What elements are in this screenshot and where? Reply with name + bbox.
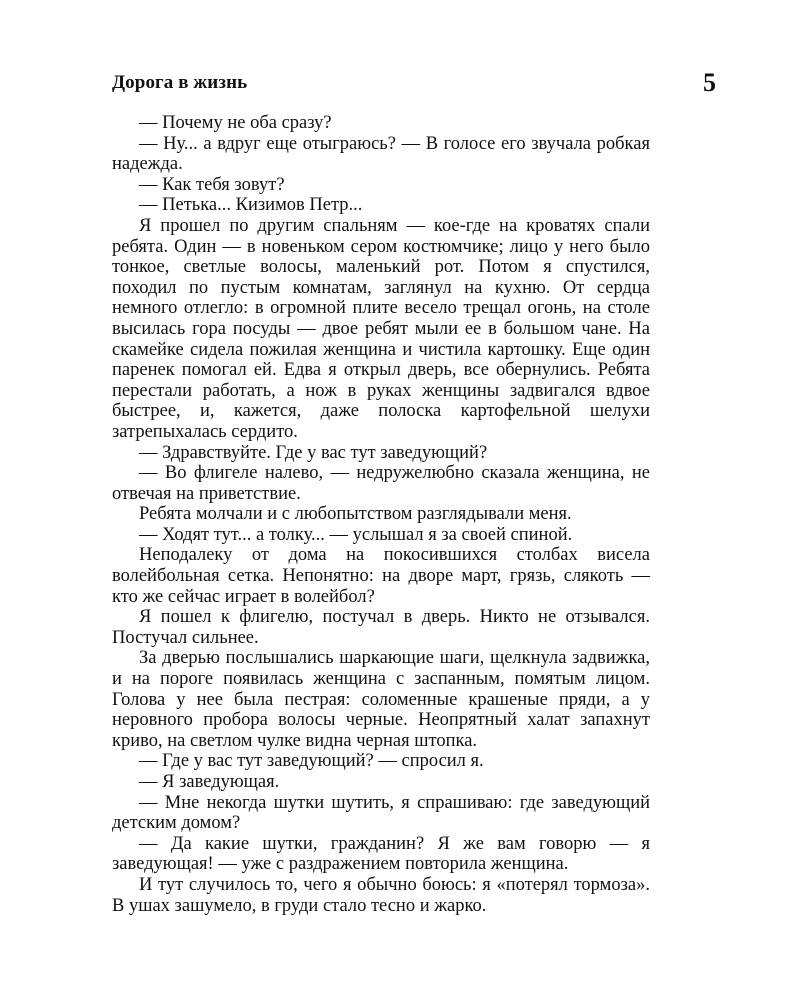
paragraph: — Да какие шутки, гражданин? Я же вам говорю — я заведующая! — уже с раздражением повторила женщина.: [112, 833, 650, 875]
paragraph: — Почему не оба сразу?: [139, 113, 332, 133]
paragraph: — Петька... Кизимов Петр...: [139, 195, 363, 216]
paragraph: — Ну... а вдруг еще отыграюсь? — В голосе его звучала робкая надежда.: [112, 133, 650, 175]
paragraph: — Как тебя зовут?: [139, 174, 285, 195]
paragraph: — Я заведующая.: [139, 772, 280, 792]
paragraph: Ребята молчали и с любопытством разглядывали меня.: [139, 504, 572, 525]
paragraph: — Ходят тут... а толку... — услышал я за своей спиной.: [139, 524, 573, 545]
paragraph: Неподалеку от дома на покосившихся столбах висела волейбольная сетка. Непонятно: на дворе март, грязь, слякоть — кто же сейчас играет в волейбол?: [112, 545, 650, 607]
paragraph: И тут случилось то, чего я обычно боюсь: я «потерял тормоза». В ушах зашумело, в груди стало тесно и жарко.: [112, 874, 650, 916]
running-head-title: Дорога в жизнь: [112, 72, 248, 93]
paragraph: За дверью послышались шаркающие шаги, щелкнула задвижка, и на пороге появилась женщина с заспанным, помятым лицом. Голова у нее была пестрая: соломенные крашеные пряди, а у неровного пробора волосы черные. Неопрятный халат запахнут криво, на светлом чулке видна черная штопка.: [112, 648, 650, 751]
paragraph: Я пошел к флигелю, постучал в дверь. Никто не отзывался. Постучал сильнее.: [112, 607, 650, 648]
paragraph: — Во флигеле налево, — недружелюбно сказала женщина, не отвечая на приветствие.: [112, 463, 650, 504]
paragraph: — Мне некогда шутки шутить, я спрашиваю: где заведующий детским домом?: [112, 792, 650, 834]
body-text: [112, 113, 650, 916]
paragraph: Я прошел по другим спальням — кое-где на кроватях спали ребята. Один — в новеньком сером костюмчике; лицо у него было тонкое, светлые волосы, маленький рот. Потом я спустился, походил по пустым комнатам, заглянул на кухню. От сердца немного отлегло: в огромной плите весело трещал огонь, на столе высилась гора посуды — двое ребят мыли ее в большом чане. На скамейке сидела пожилая женщина и чистила картошку. Еще один паренек помогал ей. Едва я открыл дверь, все обернулись. Ребята перестали работать, а нож в руках женщины задвигался вдвое быстрее, и, кажется, даже полоска картофельной шелухи затрепыхалась сердито.: [112, 215, 650, 442]
paragraph: — Где у вас тут заведующий? — спросил я.: [139, 751, 484, 772]
paragraph: — Здравствуйте. Где у вас тут заведующий?: [139, 442, 488, 463]
page-number: 5: [703, 68, 716, 97]
